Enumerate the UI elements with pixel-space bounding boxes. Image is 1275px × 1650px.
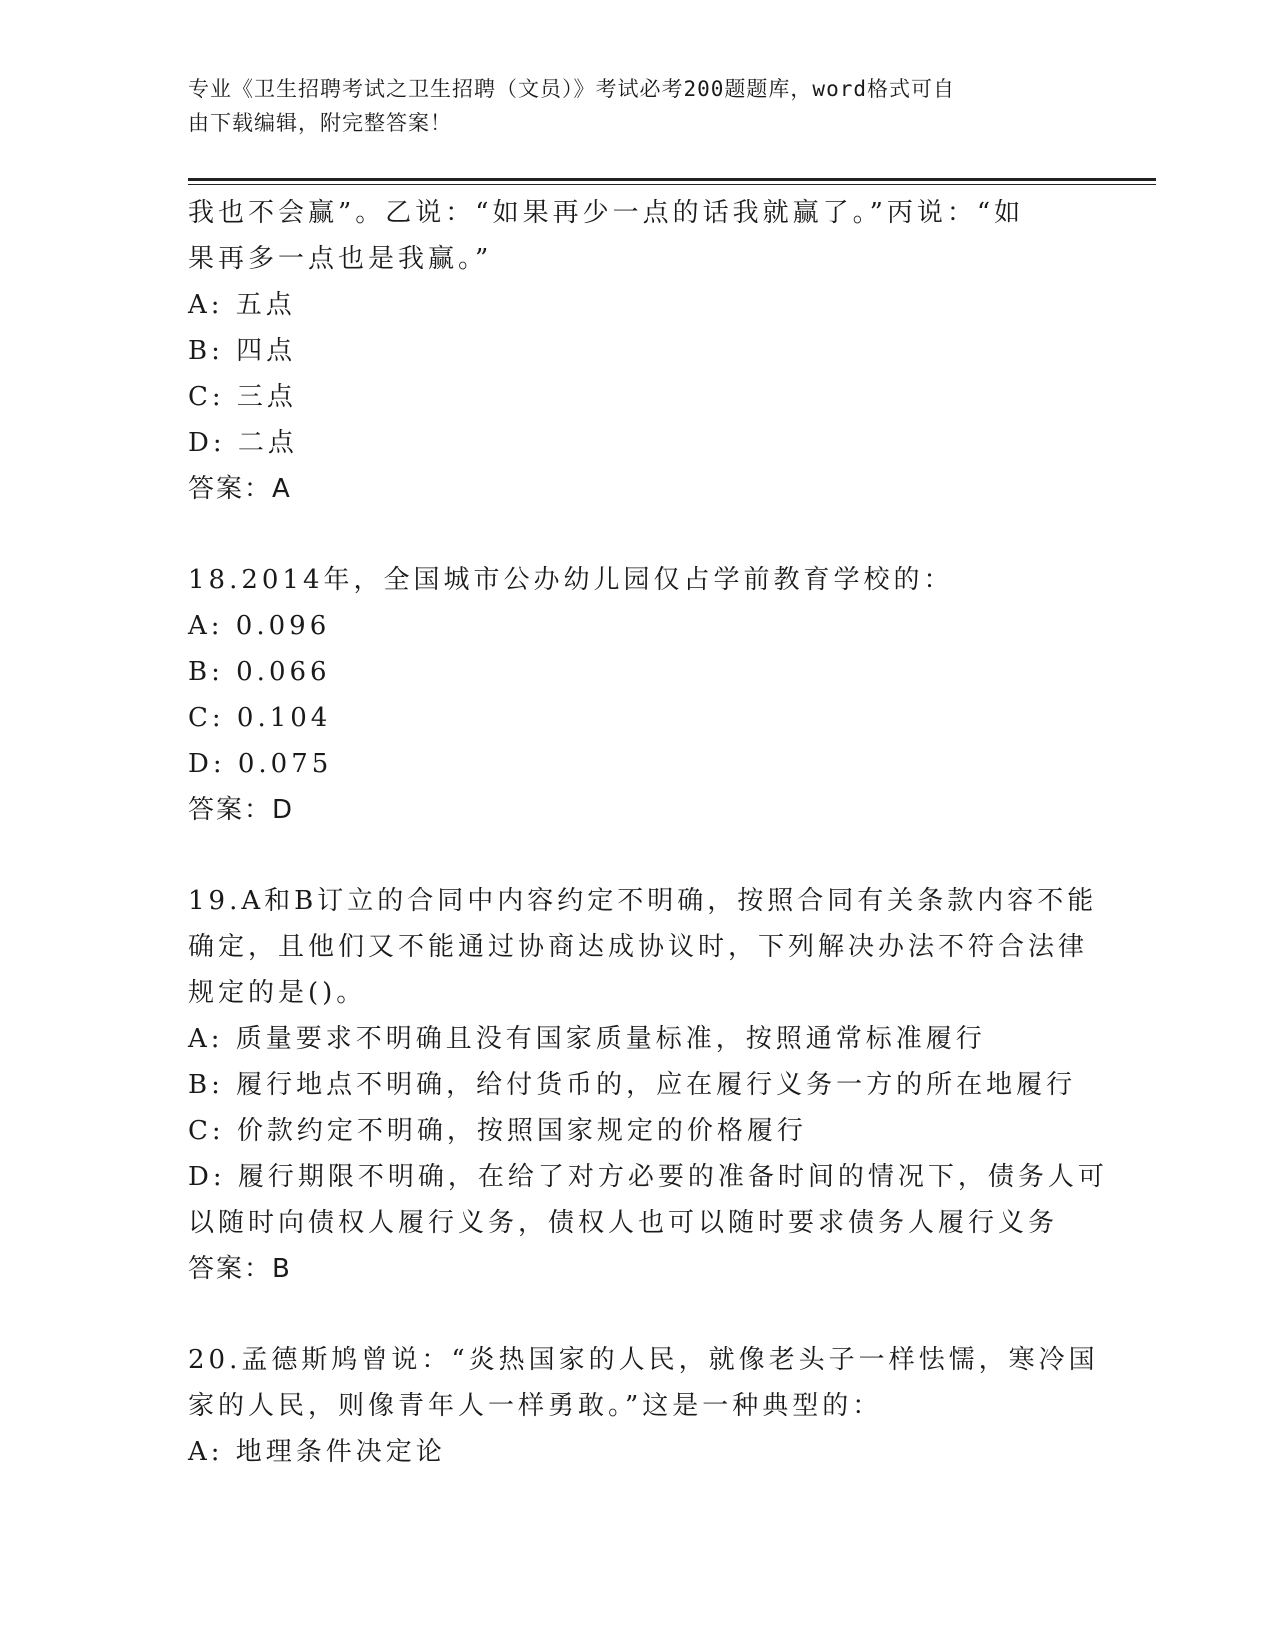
option-c: C: 0.104 [188,703,332,733]
option-d-continued: 以随时向债权人履行义务，债权人也可以随时要求债务人履行义务 [188,1208,1059,1238]
header-rule-thick [188,178,1156,181]
answer-label: 答案：B [188,1254,292,1284]
spacer [188,512,1088,557]
question-text-line: 家的人民，则像青年人一样勇敢。”这是一种典型的： [188,1391,883,1421]
question-text-line: 18.2014年，全国城市公办幼儿园仅占学前教育学校的： [188,565,954,595]
option-a: A: 地理条件决定论 [188,1437,446,1467]
option-a: A: 0.096 [188,611,331,641]
question-text-line: 果再多一点也是我赢。” [188,244,493,274]
answer-label: 答案：A [188,474,292,504]
header-line-1: 专业《卫生招聘考试之卫生招聘（文员）》考试必考200题题库，word格式可自 [188,77,955,101]
question-text-line: 20.孟德斯鸠曾说：“炎热国家的人民，就像老头子一样怯懦，寒冷国 [188,1345,1099,1375]
spacer [188,1292,1088,1337]
question-list [188,190,1108,1475]
option-b: B: 0.066 [188,657,331,687]
option-a: A: 质量要求不明确且没有国家质量标准，按照通常标准履行 [188,1024,986,1054]
option-d: D: 0.075 [188,749,333,779]
option-d: D: 二点 [188,428,298,458]
question-text-line: 19.A和B订立的合同中内容约定不明确，按照合同有关条款内容不能 [188,886,1098,916]
question-19 [188,878,1108,1292]
option-c: C: 价款约定不明确，按照国家规定的价格履行 [188,1116,807,1146]
spacer [188,833,1088,878]
option-b: B: 履行地点不明确，给付货币的，应在履行义务一方的所在地履行 [188,1070,1077,1100]
question-text-line: 规定的是()。 [188,978,367,1008]
option-d: D: 履行期限不明确，在给了对方必要的准备时间的情况下，债务人可 [188,1162,1108,1192]
header-line-2: 由下载编辑，附完整答案！ [188,111,452,135]
question-text-line: 确定，且他们又不能通过协商达成协议时，下列解决办法不符合法律 [188,932,1089,962]
option-b: B: 四点 [188,336,297,366]
option-a: A: 五点 [188,290,296,320]
question-20 [188,1337,1099,1475]
option-c: C: 三点 [188,382,297,412]
question-17-continuation [188,190,1088,512]
header-rule-thin [188,184,1156,185]
question-18 [188,557,1088,833]
question-text-line: 我也不会赢”。乙说：“如果再少一点的话我就赢了。”丙说：“如 [188,198,1025,228]
answer-label: 答案：D [188,795,295,825]
document-header [188,72,1088,140]
